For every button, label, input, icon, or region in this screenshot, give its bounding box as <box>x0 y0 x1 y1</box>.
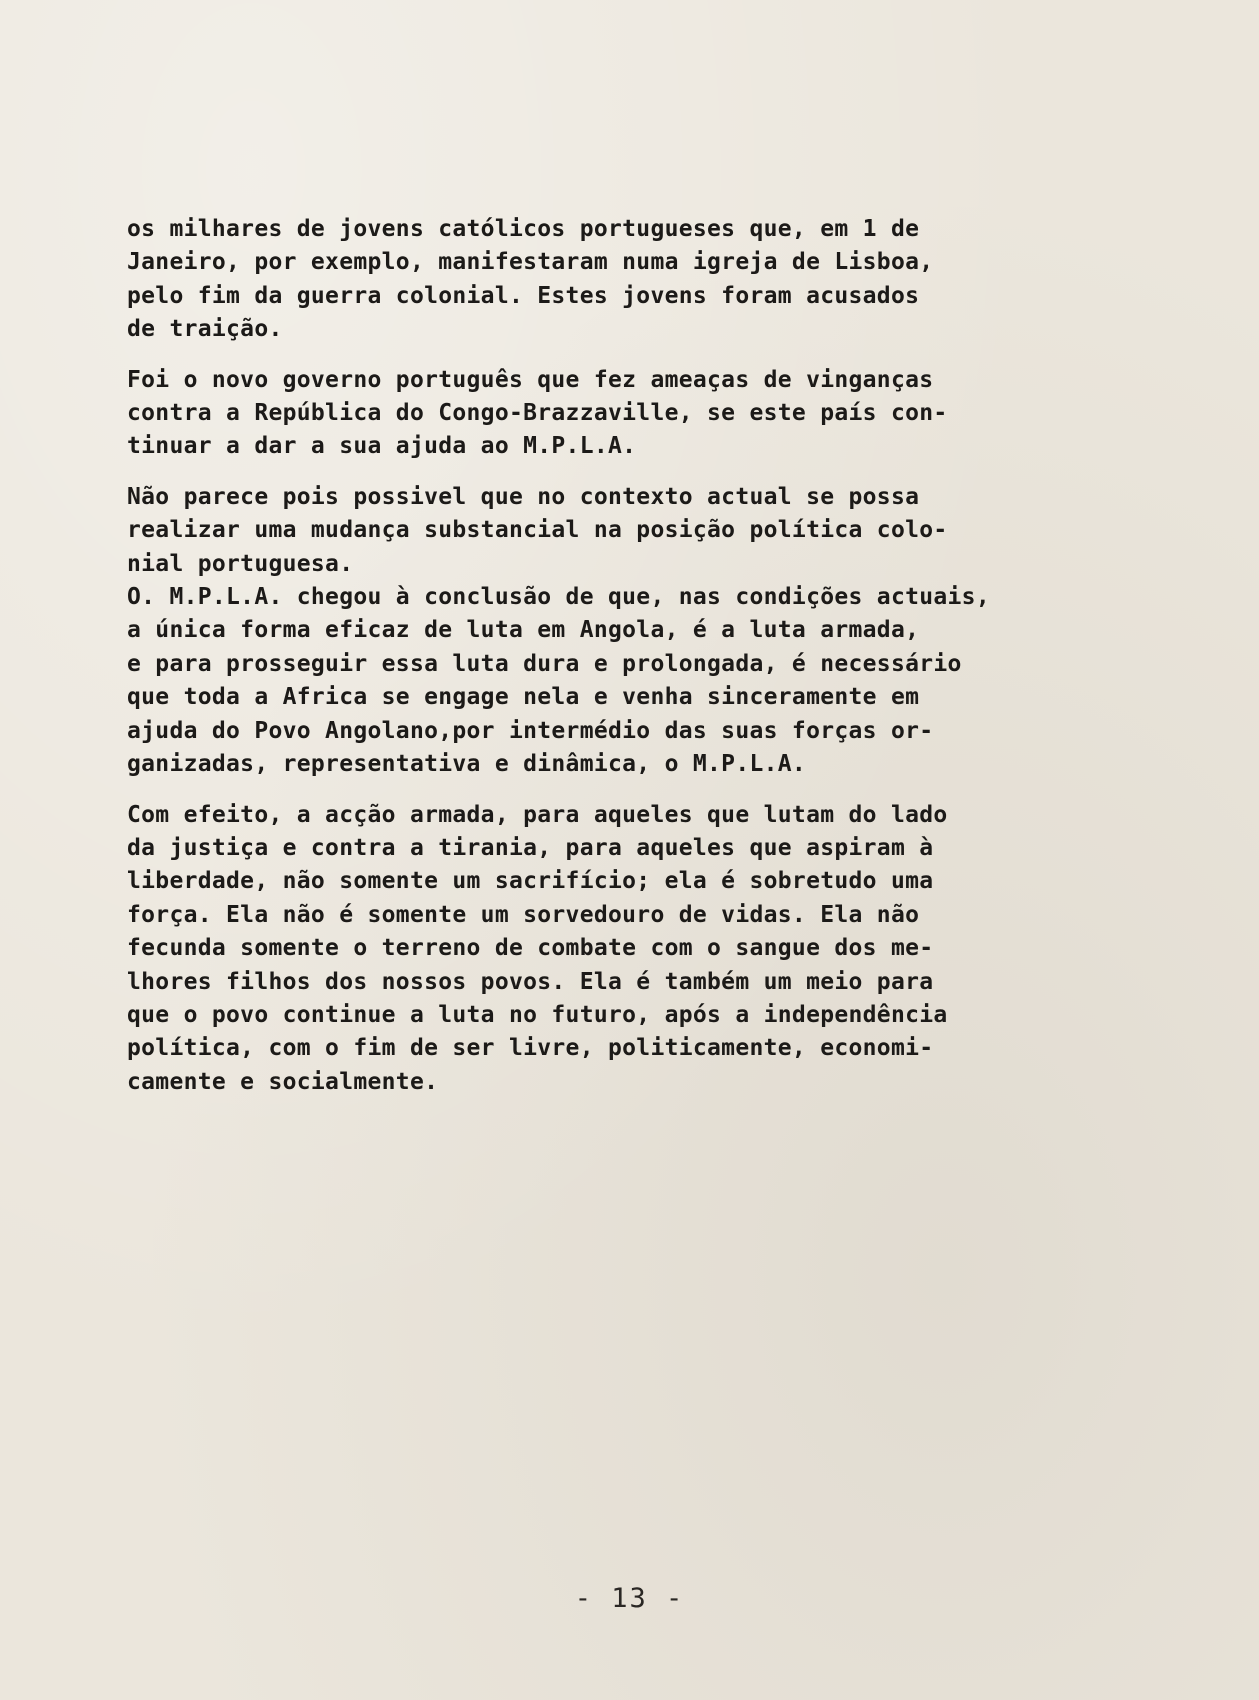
text-line: lhores filhos dos nossos povos. Ela é também um meio para <box>127 968 934 995</box>
text-line: que o povo continue a luta no futuro, após a independência <box>127 1001 948 1028</box>
text-line: de traição. <box>127 316 283 343</box>
text-line: Janeiro, por exemplo, manifestaram numa igreja de Lisboa, <box>127 249 934 276</box>
page-number: - 13 - <box>574 1583 685 1614</box>
text-line: Não parece pois possivel que no contexto actual se possa <box>127 483 920 510</box>
text-line: pelo fim da guerra colonial. Estes jovens foram acusados <box>127 282 920 309</box>
paragraph-2 <box>127 364 1127 464</box>
text-line: Foi o novo governo português que fez ameaças de vinganças <box>127 366 934 393</box>
paragraph-1 <box>127 213 1127 347</box>
text-line: contra a República do Congo-Brazzaville, se este país con- <box>127 400 948 427</box>
paragraph-5 <box>127 799 1127 1100</box>
text-line: ajuda do Povo Angolano,por intermédio das suas forças or- <box>127 717 934 744</box>
body-text <box>127 213 1127 1116</box>
text-line: os milhares de jovens católicos portugueses que, em 1 de <box>127 216 920 242</box>
paragraph-4 <box>127 581 1127 781</box>
text-line: política, com o fim de ser livre, politicamente, economi- <box>127 1035 934 1062</box>
text-line: ganizadas, representativa e dinâmica, o M.P.L.A. <box>127 751 807 778</box>
text-line: força. Ela não é somente um sorvedouro de vidas. Ela não <box>127 901 920 928</box>
paragraph-3 <box>127 481 1127 581</box>
text-line: que toda a Africa se engage nela e venha sinceramente em <box>127 684 920 711</box>
text-line: liberdade, não somente um sacrifício; ela é sobretudo uma <box>127 868 934 895</box>
text-line: fecunda somente o terreno de combate com o sangue dos me- <box>127 935 934 962</box>
text-line: tinuar a dar a sua ajuda ao M.P.L.A. <box>127 433 637 460</box>
text-line: a única forma eficaz de luta em Angola, é a luta armada, <box>127 617 920 644</box>
text-line: Com efeito, a acção armada, para aqueles que lutam do lado <box>127 801 948 828</box>
text-line: da justiça e contra a tirania, para aqueles que aspiram à <box>127 834 934 861</box>
text-line: camente e socialmente. <box>127 1068 439 1095</box>
text-line: e para prosseguir essa luta dura e prolongada, é necessário <box>127 650 962 677</box>
text-line: O. M.P.L.A. chegou à conclusão de que, nas condições actuais, <box>127 584 990 611</box>
text-line: realizar uma mudança substancial na posição política colo- <box>127 517 948 544</box>
text-line: nial portuguesa. <box>127 550 354 577</box>
